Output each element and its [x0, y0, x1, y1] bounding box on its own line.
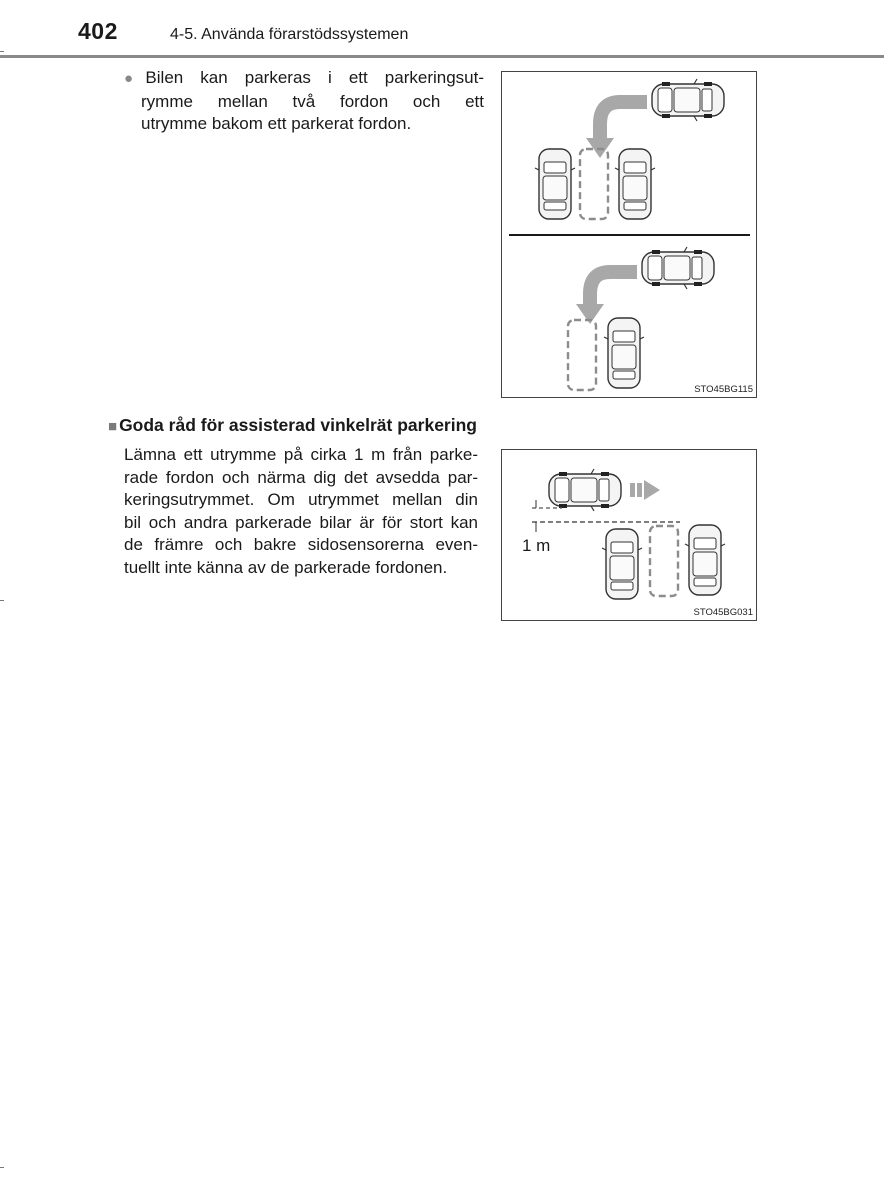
- body-line: bil och andra parkerade bilar är för stort kan: [124, 512, 478, 532]
- motion-stripe: [637, 483, 642, 497]
- target-space: [650, 526, 678, 596]
- perpendicular-diagram-svg: [502, 450, 756, 620]
- body-line: de främre och bakre sidosensorerna even-: [124, 535, 478, 554]
- parking-arrow-bottom: [590, 272, 637, 306]
- moving-car-bottom: [642, 247, 714, 289]
- target-space-top: [580, 149, 608, 219]
- figure-code: STO45BG031: [693, 607, 753, 618]
- direction-arrow: [644, 480, 660, 500]
- bullet-line-text: Bilen kan parkeras i ett parkeringsut-: [145, 68, 485, 87]
- bullet-line: rymme mellan två fordon och ett: [141, 91, 484, 111]
- parked-car-left: [535, 149, 575, 219]
- page-number: 402: [78, 18, 118, 44]
- parked-car-bottom: [604, 318, 644, 388]
- margin-tick: [0, 51, 4, 52]
- parking-diagram-svg: [502, 72, 756, 397]
- margin-tick: [0, 600, 4, 601]
- parked-car-right: [685, 525, 725, 595]
- distance-label: 1 m: [522, 536, 551, 555]
- body-paragraph: [124, 444, 478, 579]
- target-space-bottom: [568, 320, 596, 390]
- header-divider: [0, 55, 884, 58]
- parking-arrow-top: [600, 102, 647, 140]
- bullet-dot-icon: ●: [124, 70, 146, 87]
- parked-car-left: [602, 529, 642, 599]
- moving-car: [549, 469, 621, 511]
- square-bullet-icon: ■: [108, 418, 118, 435]
- section-heading: [108, 415, 477, 436]
- bullet-line: [124, 67, 484, 91]
- parked-car-right: [615, 149, 655, 219]
- parking-figure-perpendicular: [501, 449, 757, 621]
- parking-figure-parallel: [501, 71, 757, 398]
- body-line: rade fordon och närma dig det avsedda par-: [124, 467, 478, 487]
- bullet-line: utrymme bakom ett parkerat fordon.: [141, 114, 412, 133]
- margin-tick: [0, 1167, 4, 1168]
- chapter-title: 4-5. Använda förarstödssystemen: [170, 26, 409, 43]
- motion-stripe: [630, 483, 635, 497]
- bullet-paragraph: [124, 67, 484, 136]
- body-line: Lämna ett utrymme på cirka 1 m från parke-: [124, 445, 478, 464]
- body-line: tuellt inte känna av de parkerade fordonen.: [124, 557, 448, 577]
- section-heading-text: Goda råd för assisterad vinkelrät parkering: [119, 415, 477, 435]
- moving-car-top: [652, 79, 724, 121]
- figure-code: STO45BG115: [694, 384, 753, 395]
- body-line: keringsutrymmet. Om utrymmet mellan din: [124, 490, 478, 509]
